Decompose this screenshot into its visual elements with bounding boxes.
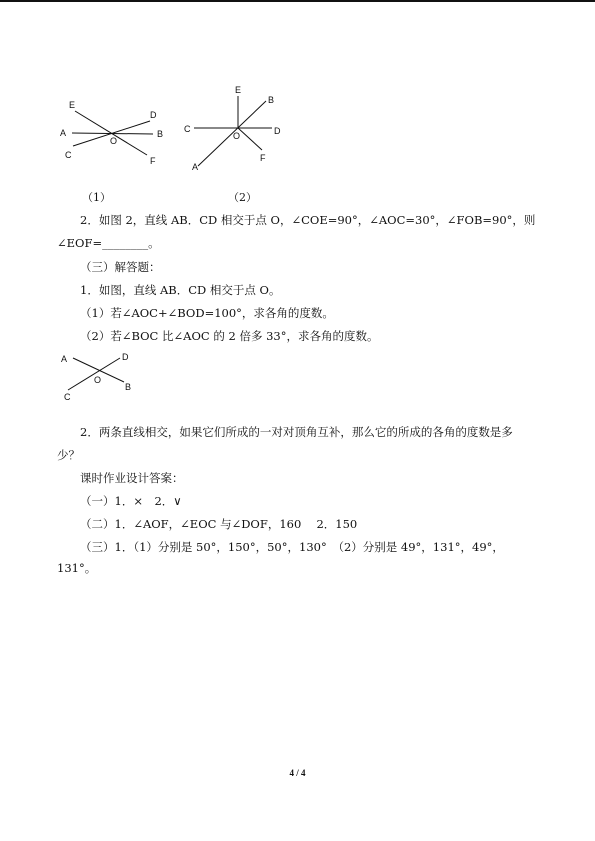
label-e: E — [235, 85, 242, 95]
label-c: C — [64, 392, 71, 402]
section-3-heading: （三）解答题： — [80, 260, 161, 274]
label-o: O — [110, 136, 118, 146]
figure-2 — [180, 84, 290, 174]
label-b: B — [268, 95, 275, 105]
page-number: 4 / 4 — [289, 768, 306, 778]
label-c: C — [65, 150, 72, 160]
label-d: D — [274, 126, 281, 136]
answer-section-1: （一）1．× 2．∨ — [80, 494, 182, 508]
label-o: O — [94, 375, 102, 385]
section-3-question-2-line-2: 少？ — [57, 448, 80, 462]
question-2-line-1: 2．如图 2，直线 AB．CD 相交于点 O，∠COE=90°，∠AOC=30°，∠FOB=90°，则 — [80, 213, 536, 227]
header-rule — [0, 0, 595, 2]
figure-1-caption: （1） — [82, 191, 111, 204]
line-cd — [68, 358, 120, 390]
label-c: C — [184, 124, 191, 134]
label-b: B — [125, 382, 132, 392]
line-of — [238, 128, 262, 150]
figure-1 — [55, 96, 175, 176]
question-2-line-2: ∠EOF=________。 — [57, 236, 160, 250]
label-f: F — [150, 156, 156, 166]
figure-3 — [58, 348, 158, 406]
section-3-question-2-line-1: 2．两条直线相交，如果它们所成的一对对顶角互补，那么它的所成的各角的度数是多 — [80, 425, 513, 439]
label-a: A — [192, 162, 199, 172]
section-3-question-1-part-1: （1）若∠AOC+∠BOD=100°，求各角的度数。 — [80, 306, 334, 320]
section-3-question-1: 1．如图，直线 AB．CD 相交于点 O。 — [80, 283, 281, 297]
label-b: B — [157, 129, 164, 139]
label-e: E — [69, 100, 76, 110]
answer-section-3-line-1: （三）1．（1）分别是 50°，150°，50°，130° （2）分别是 49°，131°，49°， — [80, 540, 504, 554]
line-ab — [198, 101, 266, 166]
answer-section-2: （二）1．∠AOF，∠EOC 与∠DOF，160 2．150 — [80, 517, 358, 531]
section-3-question-1-part-2: （2）若∠BOC 比∠AOC 的 2 倍多 33°，求各角的度数。 — [80, 329, 379, 343]
label-a: A — [60, 128, 67, 138]
figure-2-caption: （2） — [228, 191, 257, 204]
label-o: O — [233, 131, 241, 141]
label-f: F — [260, 153, 266, 163]
label-d: D — [150, 110, 157, 120]
answers-title: 课时作业设计答案： — [80, 471, 184, 485]
answer-section-3-line-2: 131°。 — [57, 561, 97, 575]
label-a: A — [61, 354, 68, 364]
label-d: D — [122, 352, 129, 362]
